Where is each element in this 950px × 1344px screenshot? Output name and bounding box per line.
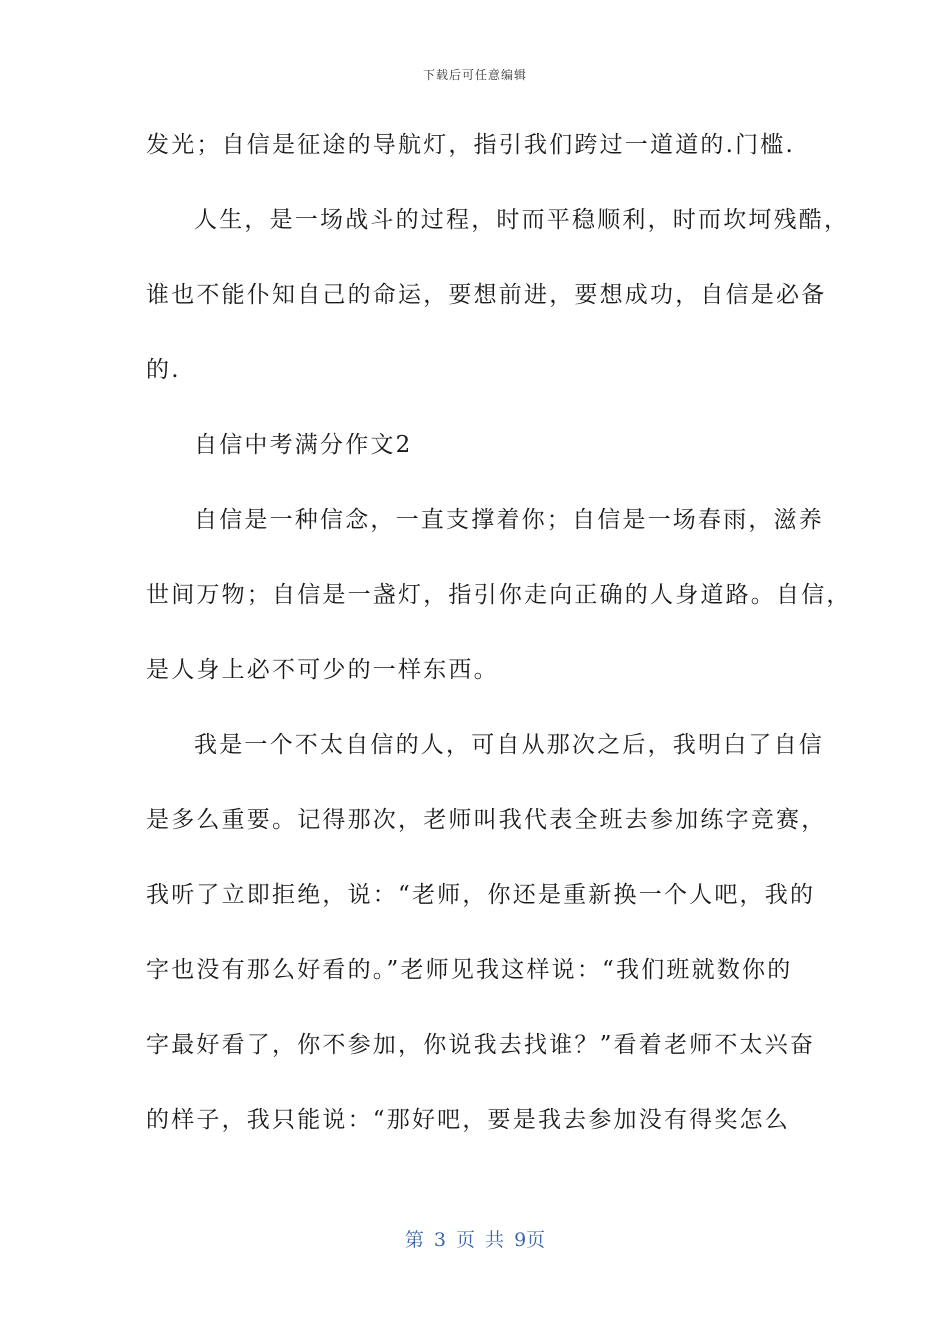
text-line: 字也没有那么好看的。”老师见我这样说：“我们班就数你的	[146, 957, 793, 983]
text-line: 的.	[146, 357, 181, 383]
text-line: 人生，是一场战斗的过程，时而平稳顺利，时而坎坷残酷，	[194, 207, 850, 233]
text-line: 自信是一种信念，一直支撑着你；自信是一场春雨，滋养	[194, 507, 824, 533]
text-line: 发光；自信是征途的导航灯，指引我们跨过一道道的.门槛.	[146, 132, 796, 158]
text-line: 的样子，我只能说：“那好吧，要是我去参加没有得奖怎么	[146, 1107, 790, 1133]
text-line: 我是一个不太自信的人，可自从那次之后，我明白了自信	[194, 732, 824, 758]
text-line: 世间万物；自信是一盏灯，指引你走向正确的人身道路。自信，	[146, 582, 852, 608]
text-line: 谁也不能仆知自己的命运，要想前进，要想成功，自信是必备	[146, 282, 827, 308]
section-heading: 自信中考满分作文2	[194, 432, 413, 458]
text-line: 是人身上必不可少的一样东西。	[146, 657, 499, 683]
text-line: 是多么重要。记得那次，老师叫我代表全班去参加练字竞赛，	[146, 807, 827, 833]
page-number-footer: 第 3 页 共 9页	[404, 1229, 546, 1251]
page-header: 下载后可任意编辑	[422, 68, 527, 82]
text-line: 字最好看了，你不参加，你说我去找谁？”看着老师不太兴奋	[146, 1032, 816, 1058]
text-line: 我听了立即拒绝，说：“老师，你还是重新换一个人吧，我的	[146, 882, 816, 908]
